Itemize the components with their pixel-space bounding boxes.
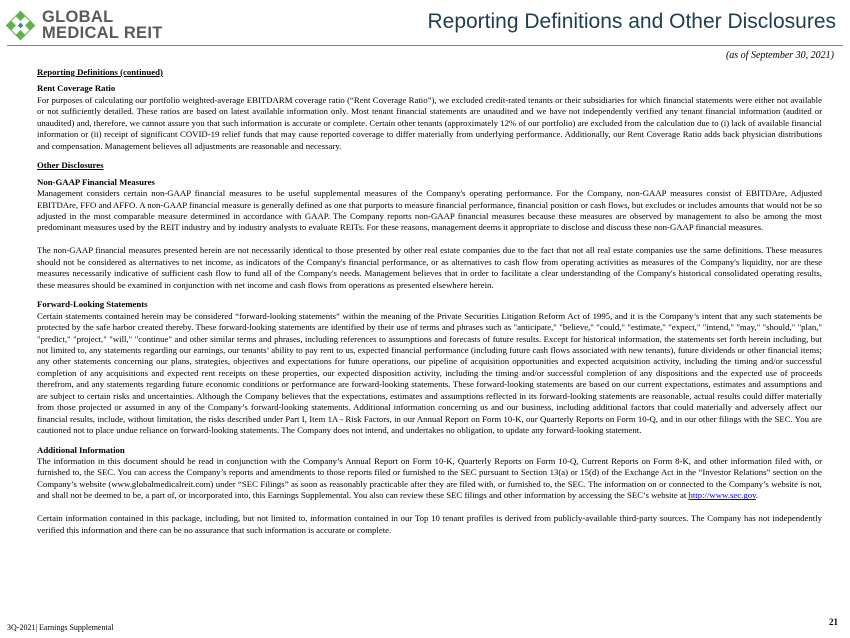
logo-mark-icon [5,10,36,41]
logo-line-1: GLOBAL [42,8,114,26]
additional-info-paragraph-2: Certain information contained in this package, including, but not limited to, information contained in our Top 10 tenant profiles is derived from publicly-available third-party sources. The Company has not independently verified this information and there can be no assurance that such information is accurate or complete. [37,513,822,535]
rent-coverage-body: For purposes of calculating our portfolio weighted-average EBITDARM coverage ratio (“Rent Coverage Ratio”), we excluded credit-rated tenants or their subsidiaries for which financial statements were either not available or not sufficiently detailed. These ratios are based on latest available information only. Most tenant financial statements are unaudited and we have not independently verified any tenant financial information (audited or unaudited) and, therefore, we cannot assure you that such information is accurate or complete. Certain other tenants (approximately 12% of our portfolio) are excluded from the calculation due to (i) lack of available financial information or (ii) receipt of significant COVID-19 relief funds that may cause reported coverage to differ materially from underlying performance. Additionally, our Rent Coverage Ratio adds back physician distributions and compensation. Management believes all adjustments are reasonable and necessary. [37,94,822,151]
title-divider [7,45,843,46]
additional-info-text: The information in this document should be read in conjunction with the Company’s Annual Report on Form 10-K, Quarterly Reports on Form 10-Q, Current Reports on Form 8-K, and other information filed with, or furnished to, the SEC. You can access the Company’s reports and amendments to those reports filed or furnished to the SEC pursuant to Section 13(a) or 15(d) of the Exchange Act in the “Investor Relations” section on the Company’s website (www.globalmedicalreit.com) under “SEC Filings” as soon as reasonably practicable after they are filed with, or furnished to, the SEC. The information on or connected to the Company’s website is not, and shall not be deemed to be, a part of, or incorporated into, this Earnings Supplemental. You also can review these SEC filings and other information by accessing the SEC’s website at [37,456,822,501]
non-gaap-paragraph-1: Management considers certain non-GAAP financial measures to be useful supplemental measures of the Company's operating performance. For the Company, non-GAAP measures consist of EBITDAre, Adjusted EBITDAre, FFO and AFFO. A non-GAAP financial measure is generally defined as one that purports to measure financial performance, financial position or cash flows, but excludes or includes amounts that would not be so adjusted in the most comparable measure determined in accordance with GAAP. The Company reports non-GAAP financial measures because these measures are observed by management to also be among the most predominant measures used by the REIT industry and by industry analysts to evaluate REITs. For these reasons, management deems it appropriate to disclose and discuss these non-GAAP financial measures. [37,188,822,233]
heading-forward-looking: Forward-Looking Statements [37,299,148,310]
logo-wordmark [42,9,163,41]
additional-info-period: . [755,490,759,501]
forward-looking-body: Certain statements contained herein may be considered “forward-looking statements” within the meaning of the Private Securities Litigation Reform Act of 1995, and it is the Company’s intent that any such statements be protected by the safe harbor created thereby. These forward-looking statements are identified by their use of terms and phrases such as "anticipate," "believe," "could," "estimate," "expect," "intend," "may," "should," "plan," "predict," "project," "will," "continue" and other similar terms and phrases, including references to assumptions and forecasts of future results. Except for historical information, the statements set forth herein including, but not limited to, any statements regarding our earnings, our tenants’ ability to pay rent to us, expected financial performance (including future cash flows associated with new tenants), future dividends or other financial items; any other statements concerning our plans, strategies, objectives and expectations for future operations, our pipeline of acquisition opportunities and expected acquisition activity, including the timing and/or successful completion of any acquisitions and expected rent receipts on these properties, our expected disposition activity, including the timing and/or successful completion of any dispositions and the expected use of proceeds therefrom, and any statements regarding future economic conditions or performance are forward-looking statements. These forward-looking statements are based on our current expectations, estimates and assumptions and are subject to certain risks and uncertainties. Although the Company believes that the expectations, estimates and assumptions reflected in its forward-looking statements are reasonable, actual results could differ materially from those projected or assumed in any of the Company’s forward-looking statements. Additional information concerning us and our business, including additional factors that could materially and adversely affect our financial results, include, without limitation, the risks described under Part I, Item 1A - Risk Factors, in our Annual Report on Form 10-K, our Quarterly Reports on Form 10-Q, and in our other filings with the SEC. You are cautioned not to place undue reliance on forward-looking statements. The Company does not intend, and undertakes no obligation, to update any forward-looking statement. [37,310,822,436]
section-label-reporting-definitions: Reporting Definitions (continued) [37,67,163,77]
heading-additional-information: Additional Information [37,444,125,455]
non-gaap-paragraph-2: The non-GAAP financial measures presented herein are not necessarily identical to those presented by other real estate companies due to the fact that not all real estate companies use the same definitions. These measures should not be considered as alternatives to net income, as indicators of the Company's financial performance, or as alternatives to cash flow from operating activities as measures of the Company's liquidity, nor are these measures necessarily indicative of sufficient cash flow to fund all of the Company's needs. Management believes that in order to facilitate a clear understanding of the Company's historical consolidated operating results, these measures should be examined in conjunction with net income and cash flows from operations as presented elsewhere herein. [37,245,822,290]
additional-info-paragraph-1 [37,456,822,502]
as-of-date: (as of September 30, 2021) [725,50,834,61]
page-title: Reporting Definitions and Other Disclosures [427,10,836,33]
heading-rent-coverage: Rent Coverage Ratio [37,83,116,94]
footer-label: 3Q-2021| Earnings Supplemental [7,623,114,632]
company-logo [5,9,163,41]
page-number: 21 [829,617,838,627]
sec-website-link[interactable]: http://www.sec.gov [688,490,756,501]
disclosures-content [37,67,822,536]
logo-line-2: MEDICAL REIT [42,24,163,42]
heading-non-gaap: Non-GAAP Financial Measures [37,176,155,187]
section-label-other-disclosures: Other Disclosures [37,160,104,171]
